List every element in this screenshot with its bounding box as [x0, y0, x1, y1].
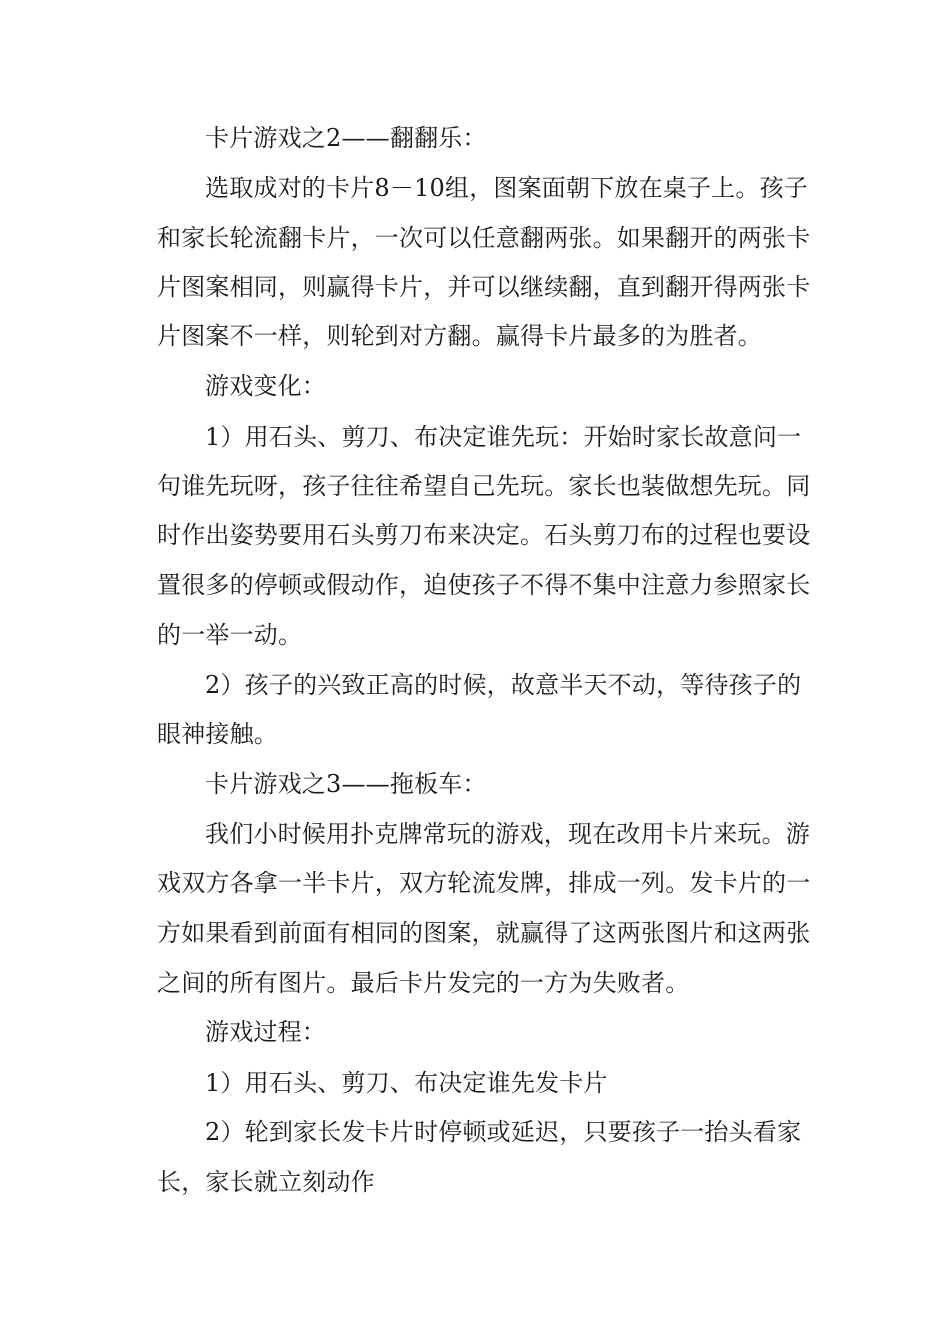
paragraph-line: 的一举一动。 [157, 621, 303, 649]
subheading-game-variation: 游戏变化： [205, 372, 326, 400]
paragraph-line: 片图案不一样，则轮到对方翻。赢得卡片最多的为胜者。 [157, 322, 762, 350]
paragraph-line: 选取成对的卡片8－10组，图案面朝下放在桌子上。孩子 [205, 174, 809, 202]
paragraph-line: 眼神接触。 [157, 720, 278, 748]
paragraph-line: 片图案相同，则赢得卡片，并可以继续翻，直到翻开得两张卡 [157, 273, 811, 301]
paragraph-line: 置很多的停顿或假动作，迫使孩子不得不集中注意力参照家长 [157, 571, 811, 599]
paragraph-line: 句谁先玩呀，孩子往往希望自己先玩。家长也装做想先玩。同 [157, 472, 811, 500]
list-item-1: 1）用石头、剪刀、布决定谁先玩：开始时家长故意问一 [205, 423, 802, 451]
paragraph-line: 和家长轮流翻卡片，一次可以任意翻两张。如果翻开的两张卡 [157, 224, 811, 252]
paragraph-line: 时作出姿势要用石头剪刀布来决定。石头剪刀布的过程也要设 [157, 521, 811, 549]
paragraph-line: 长，家长就立刻动作 [157, 1168, 375, 1196]
paragraph-line: 方如果看到前面有相同的图案，就赢得了这两张图片和这两张 [157, 919, 811, 947]
list-item-1: 1）用石头、剪刀、布决定谁先发卡片 [205, 1069, 608, 1097]
paragraph-line: 戏双方各拿一半卡片，双方轮流发牌，排成一列。发卡片的一 [157, 869, 811, 897]
subheading-game-process: 游戏过程： [205, 1018, 326, 1046]
paragraph-line: 之间的所有图片。最后卡片发完的一方为失败者。 [157, 969, 690, 997]
heading-card-game-3: 卡片游戏之3——拖板车： [205, 770, 487, 798]
list-item-2: 2）轮到家长发卡片时停顿或延迟，只要孩子一抬头看家 [205, 1118, 802, 1146]
paragraph-line: 我们小时候用扑克牌常玩的游戏，现在改用卡片来玩。游 [205, 820, 810, 848]
list-item-2: 2）孩子的兴致正高的时候，故意半天不动，等待孩子的 [205, 671, 802, 699]
heading-card-game-2: 卡片游戏之2——翻翻乐： [205, 124, 487, 152]
